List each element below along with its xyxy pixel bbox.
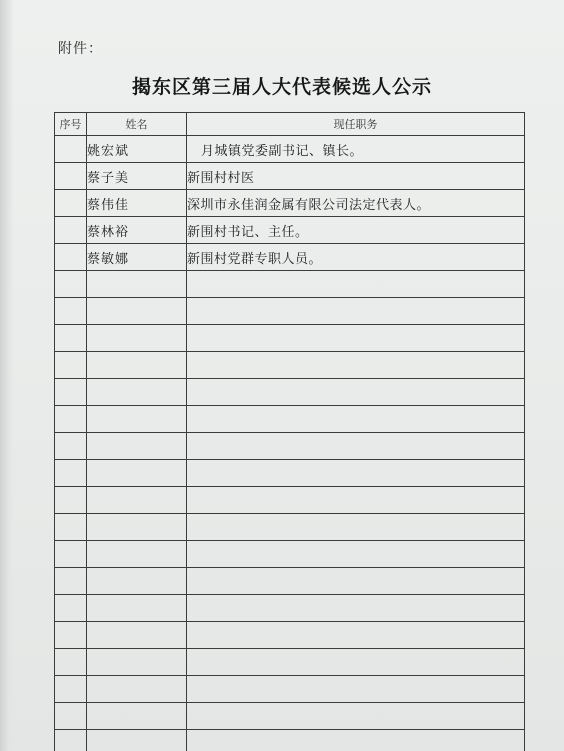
table-row xyxy=(55,298,525,325)
table-row xyxy=(55,379,525,406)
candidate-position-cell xyxy=(187,379,525,406)
candidate-name-cell xyxy=(87,379,187,406)
table-row xyxy=(55,406,525,433)
candidate-name-cell xyxy=(87,703,187,730)
row-seq-cell xyxy=(55,568,87,595)
candidate-name-cell xyxy=(87,298,187,325)
candidate-position-cell xyxy=(187,595,525,622)
row-seq-cell xyxy=(55,298,87,325)
candidate-position-cell xyxy=(187,730,525,751)
paper-edge-shadow xyxy=(0,0,14,751)
row-seq-cell xyxy=(55,244,87,271)
candidate-name-cell xyxy=(87,649,187,676)
row-seq-cell xyxy=(55,622,87,649)
candidate-name-cell xyxy=(87,568,187,595)
candidate-name-cell xyxy=(87,406,187,433)
candidate-position-cell xyxy=(187,649,525,676)
row-seq-cell xyxy=(55,190,87,217)
table-row xyxy=(55,136,525,163)
table-row xyxy=(55,433,525,460)
candidate-position-cell xyxy=(187,298,525,325)
row-seq-cell xyxy=(55,163,87,190)
attachment-label: 附件： xyxy=(58,41,103,57)
candidate-position-cell xyxy=(187,676,525,703)
candidate-position-cell: 新围村党群专职人员。 xyxy=(187,244,525,271)
candidate-name-cell: 蔡敏娜 xyxy=(87,244,187,271)
table-row xyxy=(55,325,525,352)
row-seq-cell xyxy=(55,649,87,676)
candidate-name-cell xyxy=(87,271,187,298)
table-row xyxy=(55,514,525,541)
column-header-seq: 序号 xyxy=(55,113,87,136)
candidate-name-cell: 蔡子美 xyxy=(87,163,187,190)
row-seq-cell xyxy=(55,595,87,622)
row-seq-cell xyxy=(55,271,87,298)
candidate-position-cell xyxy=(187,487,525,514)
table-header-row xyxy=(55,113,525,136)
candidate-name-cell: 姚宏斌 xyxy=(87,136,187,163)
row-seq-cell xyxy=(55,541,87,568)
candidate-position-cell xyxy=(187,271,525,298)
table-row xyxy=(55,676,525,703)
row-seq-cell xyxy=(55,703,87,730)
candidate-position-cell xyxy=(187,460,525,487)
candidate-name-cell: 蔡伟佳 xyxy=(87,190,187,217)
column-header-name: 姓名 xyxy=(87,113,187,136)
candidate-name-cell xyxy=(87,595,187,622)
row-seq-cell xyxy=(55,352,87,379)
table-row xyxy=(55,352,525,379)
table-body xyxy=(55,136,525,751)
candidate-name-cell xyxy=(87,676,187,703)
table-row xyxy=(55,244,525,271)
row-seq-cell xyxy=(55,406,87,433)
candidate-name-cell xyxy=(87,487,187,514)
table-row xyxy=(55,541,525,568)
table-row xyxy=(55,487,525,514)
row-seq-cell xyxy=(55,379,87,406)
candidate-position-cell: 新围村村医 xyxy=(187,163,525,190)
candidate-name-cell xyxy=(87,460,187,487)
row-seq-cell xyxy=(55,433,87,460)
candidate-table xyxy=(54,112,525,751)
row-seq-cell xyxy=(55,136,87,163)
row-seq-cell xyxy=(55,514,87,541)
table-row xyxy=(55,460,525,487)
candidate-position-cell xyxy=(187,325,525,352)
candidate-position-cell: 深圳市永佳润金属有限公司法定代表人。 xyxy=(187,190,525,217)
table-row xyxy=(55,568,525,595)
candidate-name-cell xyxy=(87,514,187,541)
table-row xyxy=(55,271,525,298)
row-seq-cell xyxy=(55,730,87,751)
table-row xyxy=(55,649,525,676)
candidate-name-cell xyxy=(87,730,187,751)
candidate-position-cell xyxy=(187,568,525,595)
row-seq-cell xyxy=(55,325,87,352)
candidate-name-cell xyxy=(87,541,187,568)
table-row xyxy=(55,217,525,244)
candidate-position-cell: 月城镇党委副书记、镇长。 xyxy=(187,136,525,163)
table-row xyxy=(55,730,525,751)
candidate-position-cell xyxy=(187,514,525,541)
candidate-name-cell xyxy=(87,622,187,649)
row-seq-cell xyxy=(55,487,87,514)
candidate-position-cell xyxy=(187,622,525,649)
table-row xyxy=(55,595,525,622)
column-header-position: 现任职务 xyxy=(187,113,525,136)
document-title: 揭东区第三届人大代表候选人公示 xyxy=(131,76,432,98)
candidate-name-cell: 蔡林裕 xyxy=(87,217,187,244)
table-row xyxy=(55,163,525,190)
candidate-name-cell xyxy=(87,325,187,352)
candidate-name-cell xyxy=(87,433,187,460)
row-seq-cell xyxy=(55,676,87,703)
candidate-position-cell: 新围村书记、主任。 xyxy=(187,217,525,244)
candidate-position-cell xyxy=(187,433,525,460)
row-seq-cell xyxy=(55,460,87,487)
candidate-position-cell xyxy=(187,406,525,433)
table-row xyxy=(55,703,525,730)
row-seq-cell xyxy=(55,217,87,244)
candidate-position-cell xyxy=(187,352,525,379)
candidate-position-cell xyxy=(187,703,525,730)
candidate-position-cell xyxy=(187,541,525,568)
table-row xyxy=(55,190,525,217)
table-row xyxy=(55,622,525,649)
candidate-name-cell xyxy=(87,352,187,379)
